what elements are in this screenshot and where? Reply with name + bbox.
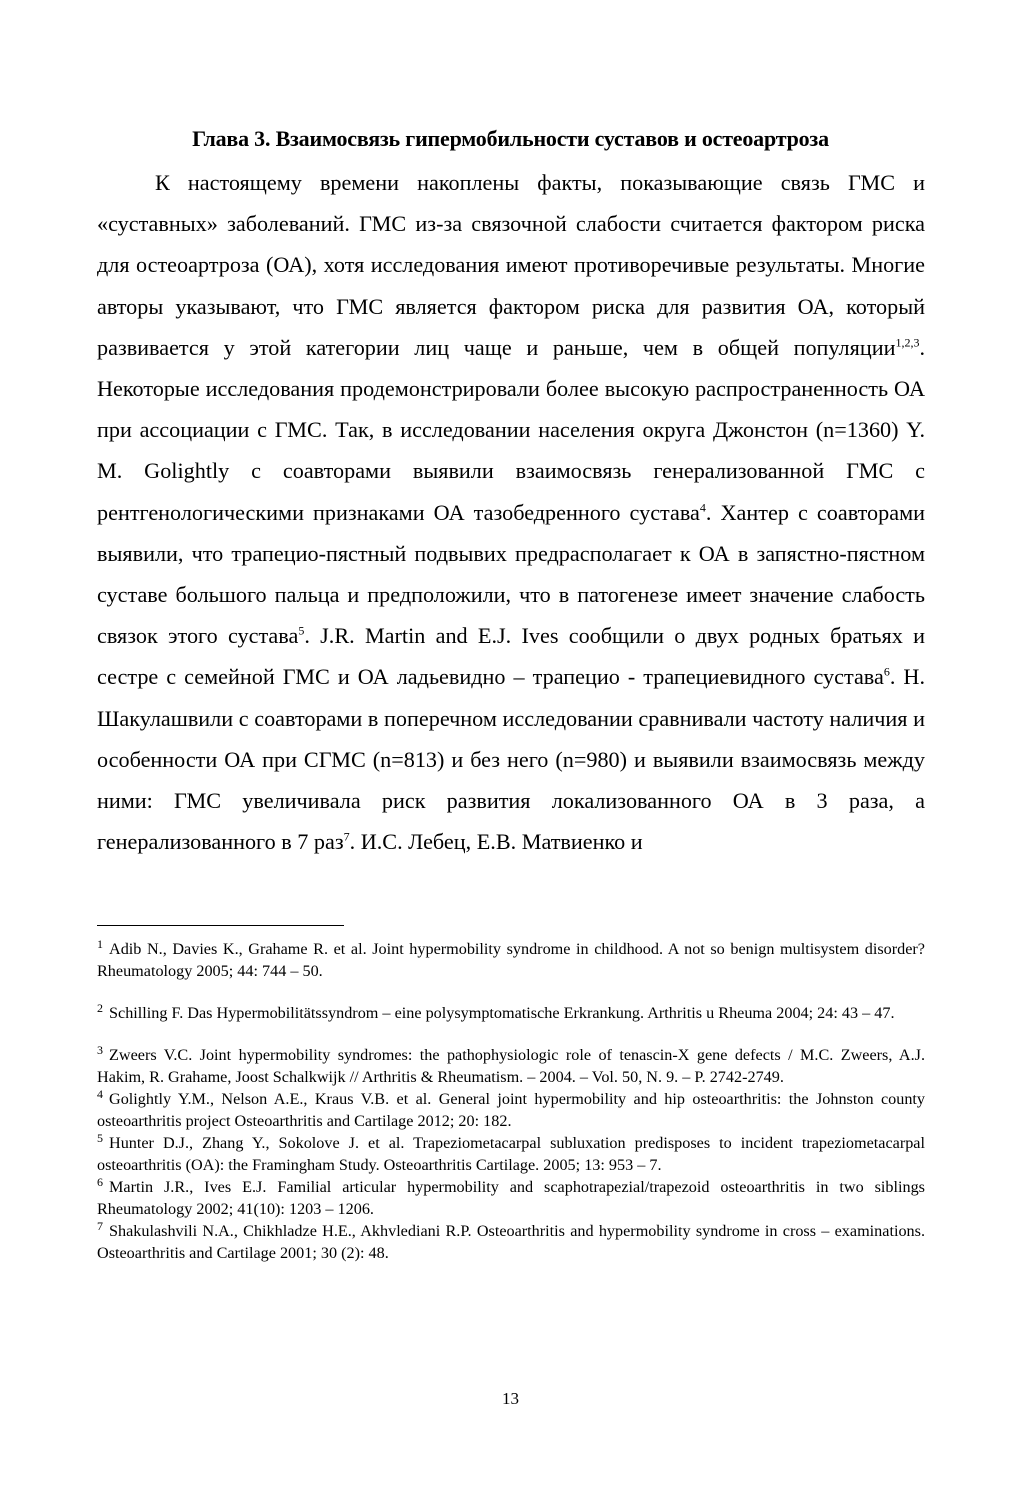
footnote-text: Shakulashvili N.A., Chikhladze H.E., Akhvlediani R.P. Osteoarthritis and hypermobility syndrome in cross – examinations. Osteoarthritis and Cartilage 2001; 30 (2): 48. bbox=[97, 1222, 925, 1262]
footnote-mark: 5 bbox=[97, 1130, 103, 1145]
footnote-mark: 1 bbox=[97, 936, 103, 951]
footnote bbox=[97, 1132, 925, 1176]
body-paragraph bbox=[97, 162, 925, 862]
footnote-ref[interactable]: 5 bbox=[298, 623, 305, 638]
footnote-text: Martin J.R., Ives E.J. Familial articular hypermobility and scaphotrapezial/trapezoid osteoarthritis in two siblings Rheumatology 2002; 41(10): 1203 – 1206. bbox=[97, 1178, 925, 1218]
footnote-text: Zweers V.C. Joint hypermobility syndromes: the pathophysiologic role of tenascin-X gene defects / M.C. Zweers, A.J. Hakim, R. Grahame, Joost Schalkwijk // Arthritis & Rheumatism. – 2004. – Vol. 50, N. 9. – P. 2742-2749. bbox=[97, 1046, 925, 1086]
footnote bbox=[97, 1220, 925, 1264]
footnote-text: Golightly Y.M., Nelson A.E., Kraus V.B. et al. General joint hypermobility and hip osteoarthritis: the Johnston county osteoarthritis project Osteoarthritis and Cartilage 2012; 20: 182. bbox=[97, 1090, 925, 1130]
footnote bbox=[97, 1002, 925, 1024]
body-text-3: . Хантер с соавторами выявили, что трапецио-пястный подвывих предрасполагает к ОА в запястно-пястном суставе большого пальца и предположили, что в патогенезе имеет значение слабость связок этого сустава bbox=[97, 499, 925, 649]
footnote-separator bbox=[97, 925, 344, 926]
page-number: 13 bbox=[502, 1389, 519, 1408]
footnote-text: Hunter D.J., Zhang Y., Sokolove J. et al. Trapeziometacarpal subluxation predisposes to incident trapeziometacarpal osteoarthritis (OA): the Framingham Study. Osteoarthritis Cartilage. 2005; 13: 953 – 7. bbox=[97, 1134, 925, 1174]
footnotes bbox=[97, 938, 925, 1264]
footnote-text: Schilling F. Das Hypermobilitätssyndrom – eine polysymptomatische Erkrankung. Arthritis u Rheuma 2004; 24: 43 – 47. bbox=[109, 1004, 895, 1022]
footnote-mark: 6 bbox=[97, 1174, 103, 1189]
body-text-1: К настоящему времени накоплены факты, показывающие связь ГМС и «суставных» заболеваний. ГМС из-за связочной слабости считается фактором риска для остеоартроза (ОА), хотя исследования имеют противоречивые результаты. Многие авторы указывают, что ГМС является фактором риска для развития ОА, который развивается у этой категории лиц чаще и раньше, чем в общей популяции bbox=[97, 170, 925, 360]
footnote-text: Adib N., Davies K., Grahame R. et al. Joint hypermobility syndrome in childhood. A not so benign multisystem disorder? Rheumatology 2005; 44: 744 – 50. bbox=[97, 940, 925, 980]
footnote bbox=[97, 1176, 925, 1220]
footnote-ref[interactable]: 7 bbox=[343, 829, 350, 844]
body-text-4: . J.R. Martin and E.J. Ives сообщили о двух родных братьях и сестре с семейной ГМС и ОА ладьевидно – трапецио - трапециевидного сустава bbox=[97, 623, 925, 690]
footnote bbox=[97, 1088, 925, 1132]
chapter-heading: Глава 3. Взаимосвязь гипермобильности суставов и остеоартроза bbox=[192, 126, 829, 151]
footnote bbox=[97, 938, 925, 982]
footnote bbox=[97, 1044, 925, 1088]
body-text-5: . Н. Шакулашвили с соавторами в поперечном исследовании сравнивали частоту наличия и особенности ОА при СГМС (n=813) и без него (n=980) и выявили взаимосвязь между ними: ГМС увеличивала риск развития локализованного ОА в 3 раза, а генерализованного в 7 раз bbox=[97, 664, 925, 855]
body-text-6: . И.С. Лебец, Е.В. Матвиенко и bbox=[349, 829, 643, 855]
footnote-ref[interactable]: 4 bbox=[699, 500, 706, 515]
footnote-mark: 2 bbox=[97, 1000, 103, 1015]
footnote-mark: 7 bbox=[97, 1218, 103, 1233]
footnote-ref[interactable]: 6 bbox=[883, 665, 890, 680]
footnote-mark: 4 bbox=[97, 1086, 103, 1101]
footnote-mark: 3 bbox=[97, 1042, 103, 1057]
footnote-ref[interactable]: 1,2,3 bbox=[895, 335, 920, 350]
body-text-2: . Некоторые исследования продемонстрировали более высокую распространенность ОА при ассоциации с ГМС. Так, в исследовании населения округа Джонстон (n=1360) Y. M. Golightly с соавторами выявили взаимосвязь генерализованной ГМС с рентгенологическими признаками ОА тазобедренного сустава bbox=[97, 334, 925, 525]
